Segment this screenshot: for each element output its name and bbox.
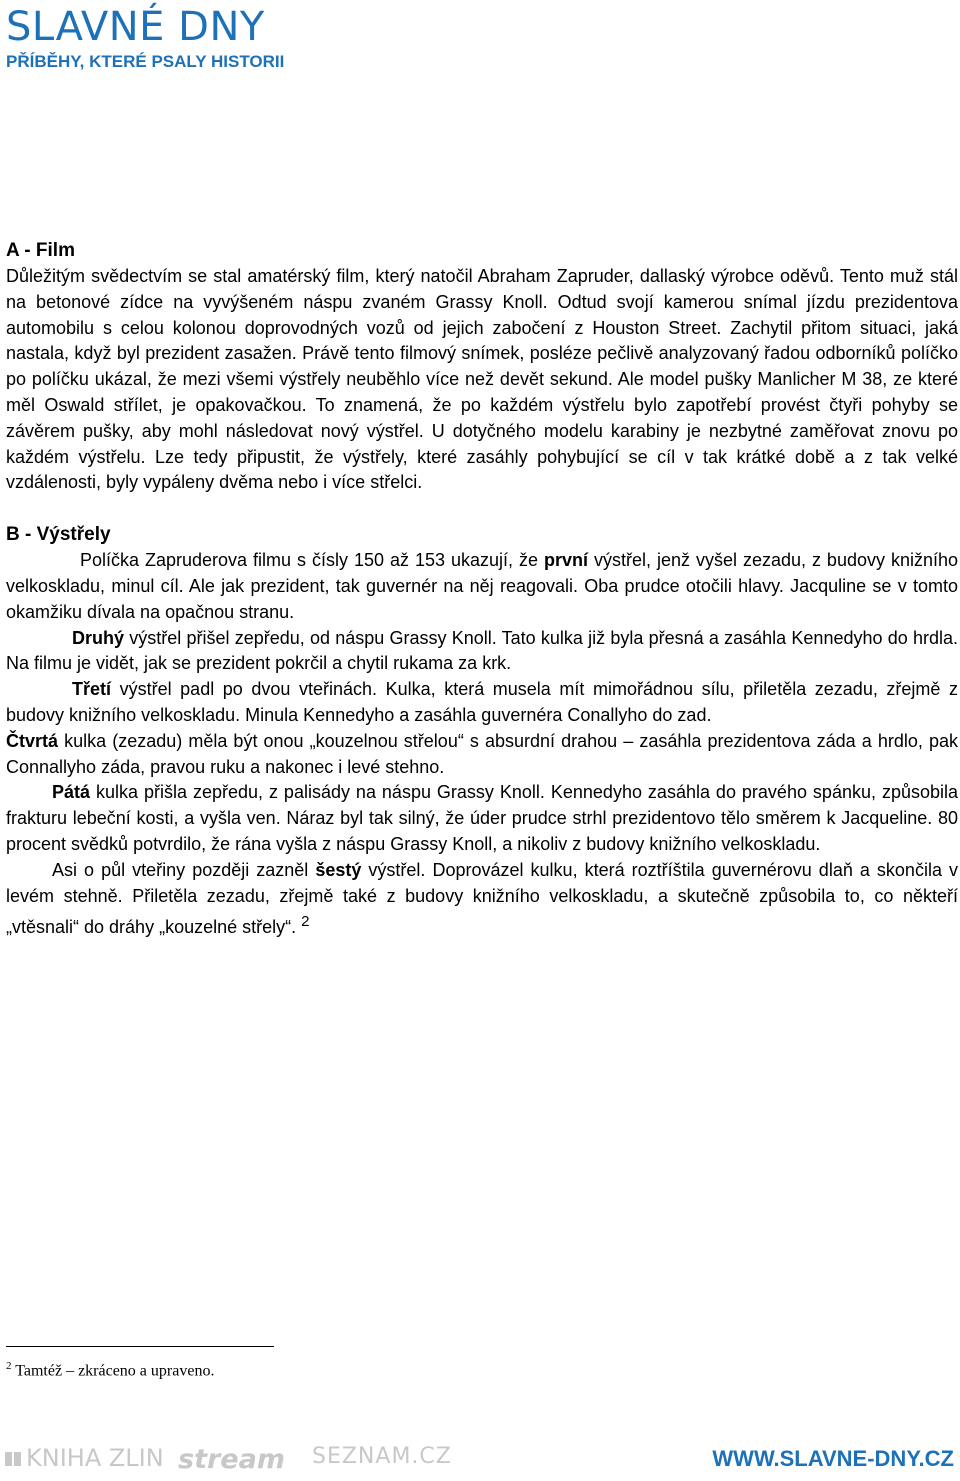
stream-logo[interactable]: stream: [178, 1444, 285, 1475]
website-link[interactable]: WWW.SLAVNE-DNY.CZ: [712, 1446, 954, 1471]
shot-4-paragraph: Čtvrtá kulka (zezadu) měla být onou „kouzelnou střelou“ s absurdní drahou – zasáhla prezidentova záda a hrdlo, pak Connallyho záda, pravou ruku a nakonec i levé stehno.: [6, 730, 958, 777]
shot-5-paragraph: Pátá kulka přišla zepředu, z palisády na náspu Grassy Knoll. Kennedyho zasáhla do pravého spánku, způsobila frakturu lebeční kosti, a vyšla ven. Náraz byl tak silný, že úder prudce strhl prezidentovo tělo směrem k Jacqueline. 80 procent svědků potvrdilo, že rána vyšla z náspu Grassy Knoll, a nikoliv z budovy knižního velkoskladu.: [6, 782, 958, 854]
shot-2-paragraph: Druhý výstřel přišel zepředu, od náspu Grassy Knoll. Tato kulka již byla přesná a zasáhla Kennedyho do hrdla. Na filmu je vidět, jak se prezident pokrčil a chytil rukama za krk.: [6, 627, 958, 674]
shot-1-paragraph: Políčka Zapruderova filmu s čísly 150 až 153 ukazují, že první výstřel, jenž vyšel zezadu, z budovy knižního velkoskladu, minul cíl. Ale jak prezident, tak guvernér na něj reagovali. Oba prudce otočili hlavy. Jacquline se v tomto okamžiku dívala na opačnou stranu.: [6, 550, 958, 622]
book-icon: [4, 1450, 22, 1468]
shot-2-label: Druhý: [72, 627, 125, 648]
page-footer: [0, 1438, 960, 1478]
footnote-text: Tamtéž – zkráceno a upraveno.: [15, 1362, 215, 1380]
brand-title: SLAVNÉ DNY: [6, 4, 265, 50]
kniha-zlin-logo[interactable]: [4, 1444, 164, 1472]
shot-3-paragraph: Třetí výstřel padl po dvou vteřinách. Kulka, která musela mít mimořádnou sílu, přiletěla zezadu, zřejmě z budovy knižního velkoskladu. Minula Kennedyho a zasáhla guvernéra Conallyho do zad.: [6, 679, 958, 725]
footnote-reference[interactable]: 2: [301, 913, 310, 931]
footnote-number: 2: [6, 1360, 12, 1372]
shot-1-label: první: [543, 550, 588, 571]
brand-subtitle: PŘÍBĚHY, KTERÉ PSALY HISTORII: [6, 52, 285, 71]
section-b-heading: B - Výstřely: [6, 524, 111, 546]
shot-6-label: šestý: [315, 859, 362, 880]
page-header: [6, 4, 284, 72]
article-body: [6, 238, 958, 941]
seznam-logo[interactable]: SEZNAM.CZ: [312, 1444, 452, 1469]
shot-6-paragraph: Asi o půl vteřiny později zazněl šestý výstřel. Doprovázel kulku, která roztříštila guvernérovu dlaň a skončila v levém stehně. Přiletěla zezadu, zřejmě také z budovy knižního velkoskladu, a skutečně způsobila to, co někteří „vtěsnali“ do dráhy „kouzelné střely“. $^2$: [6, 859, 958, 938]
footnote-divider: [6, 1346, 274, 1347]
shot-5-label: Pátá: [52, 782, 91, 803]
shot-3-label: Třetí: [72, 679, 112, 700]
section-a-heading: A - Film: [6, 240, 75, 261]
footnote: [6, 1356, 214, 1381]
kniha-zlin-text: KNIHA ZLIN: [26, 1444, 164, 1472]
section-a-paragraph: Důležitým svědectvím se stal amatérský film, který natočil Abraham Zapruder, dallaský výrobce oděvů. Tento muž stál na betonové zídce na vyvýšeném náspu zvaném Grassy Knoll. Odtud svojí kamerou snímal jízdu prezidentova automobilu s celou kolonou doprovodných vozů od jejich zabočení z Houston Street. Zachytil přitom situaci, jaká nastala, když byl prezident zasažen. Právě tento filmový snímek, posléze pečlivě analyzovaný řadou odborníků políčko po políčku ukázal, že mezi všemi výstřely neuběhlo více než devět sekund. Ale model pušky Manlicher M 38, ze které měl Oswald střílet, je opakovačkou. To znamená, že po každém výstřelu bylo zapotřebí provést čtyři pohyby se závěrem pušky, aby mohl následovat nový výstřel. U dotyčného modelu karabiny je nezbytné zaměřovat znovu po každém výstřelu. Lze tedy připustit, že výstřely, které zasáhly pohybující se cíl v tak krátké době a z tak velké vzdálenosti, byly vypáleny dvěma nebo i více střelci.: [6, 266, 958, 493]
shot-4-label: Čtvrtá: [6, 730, 59, 751]
